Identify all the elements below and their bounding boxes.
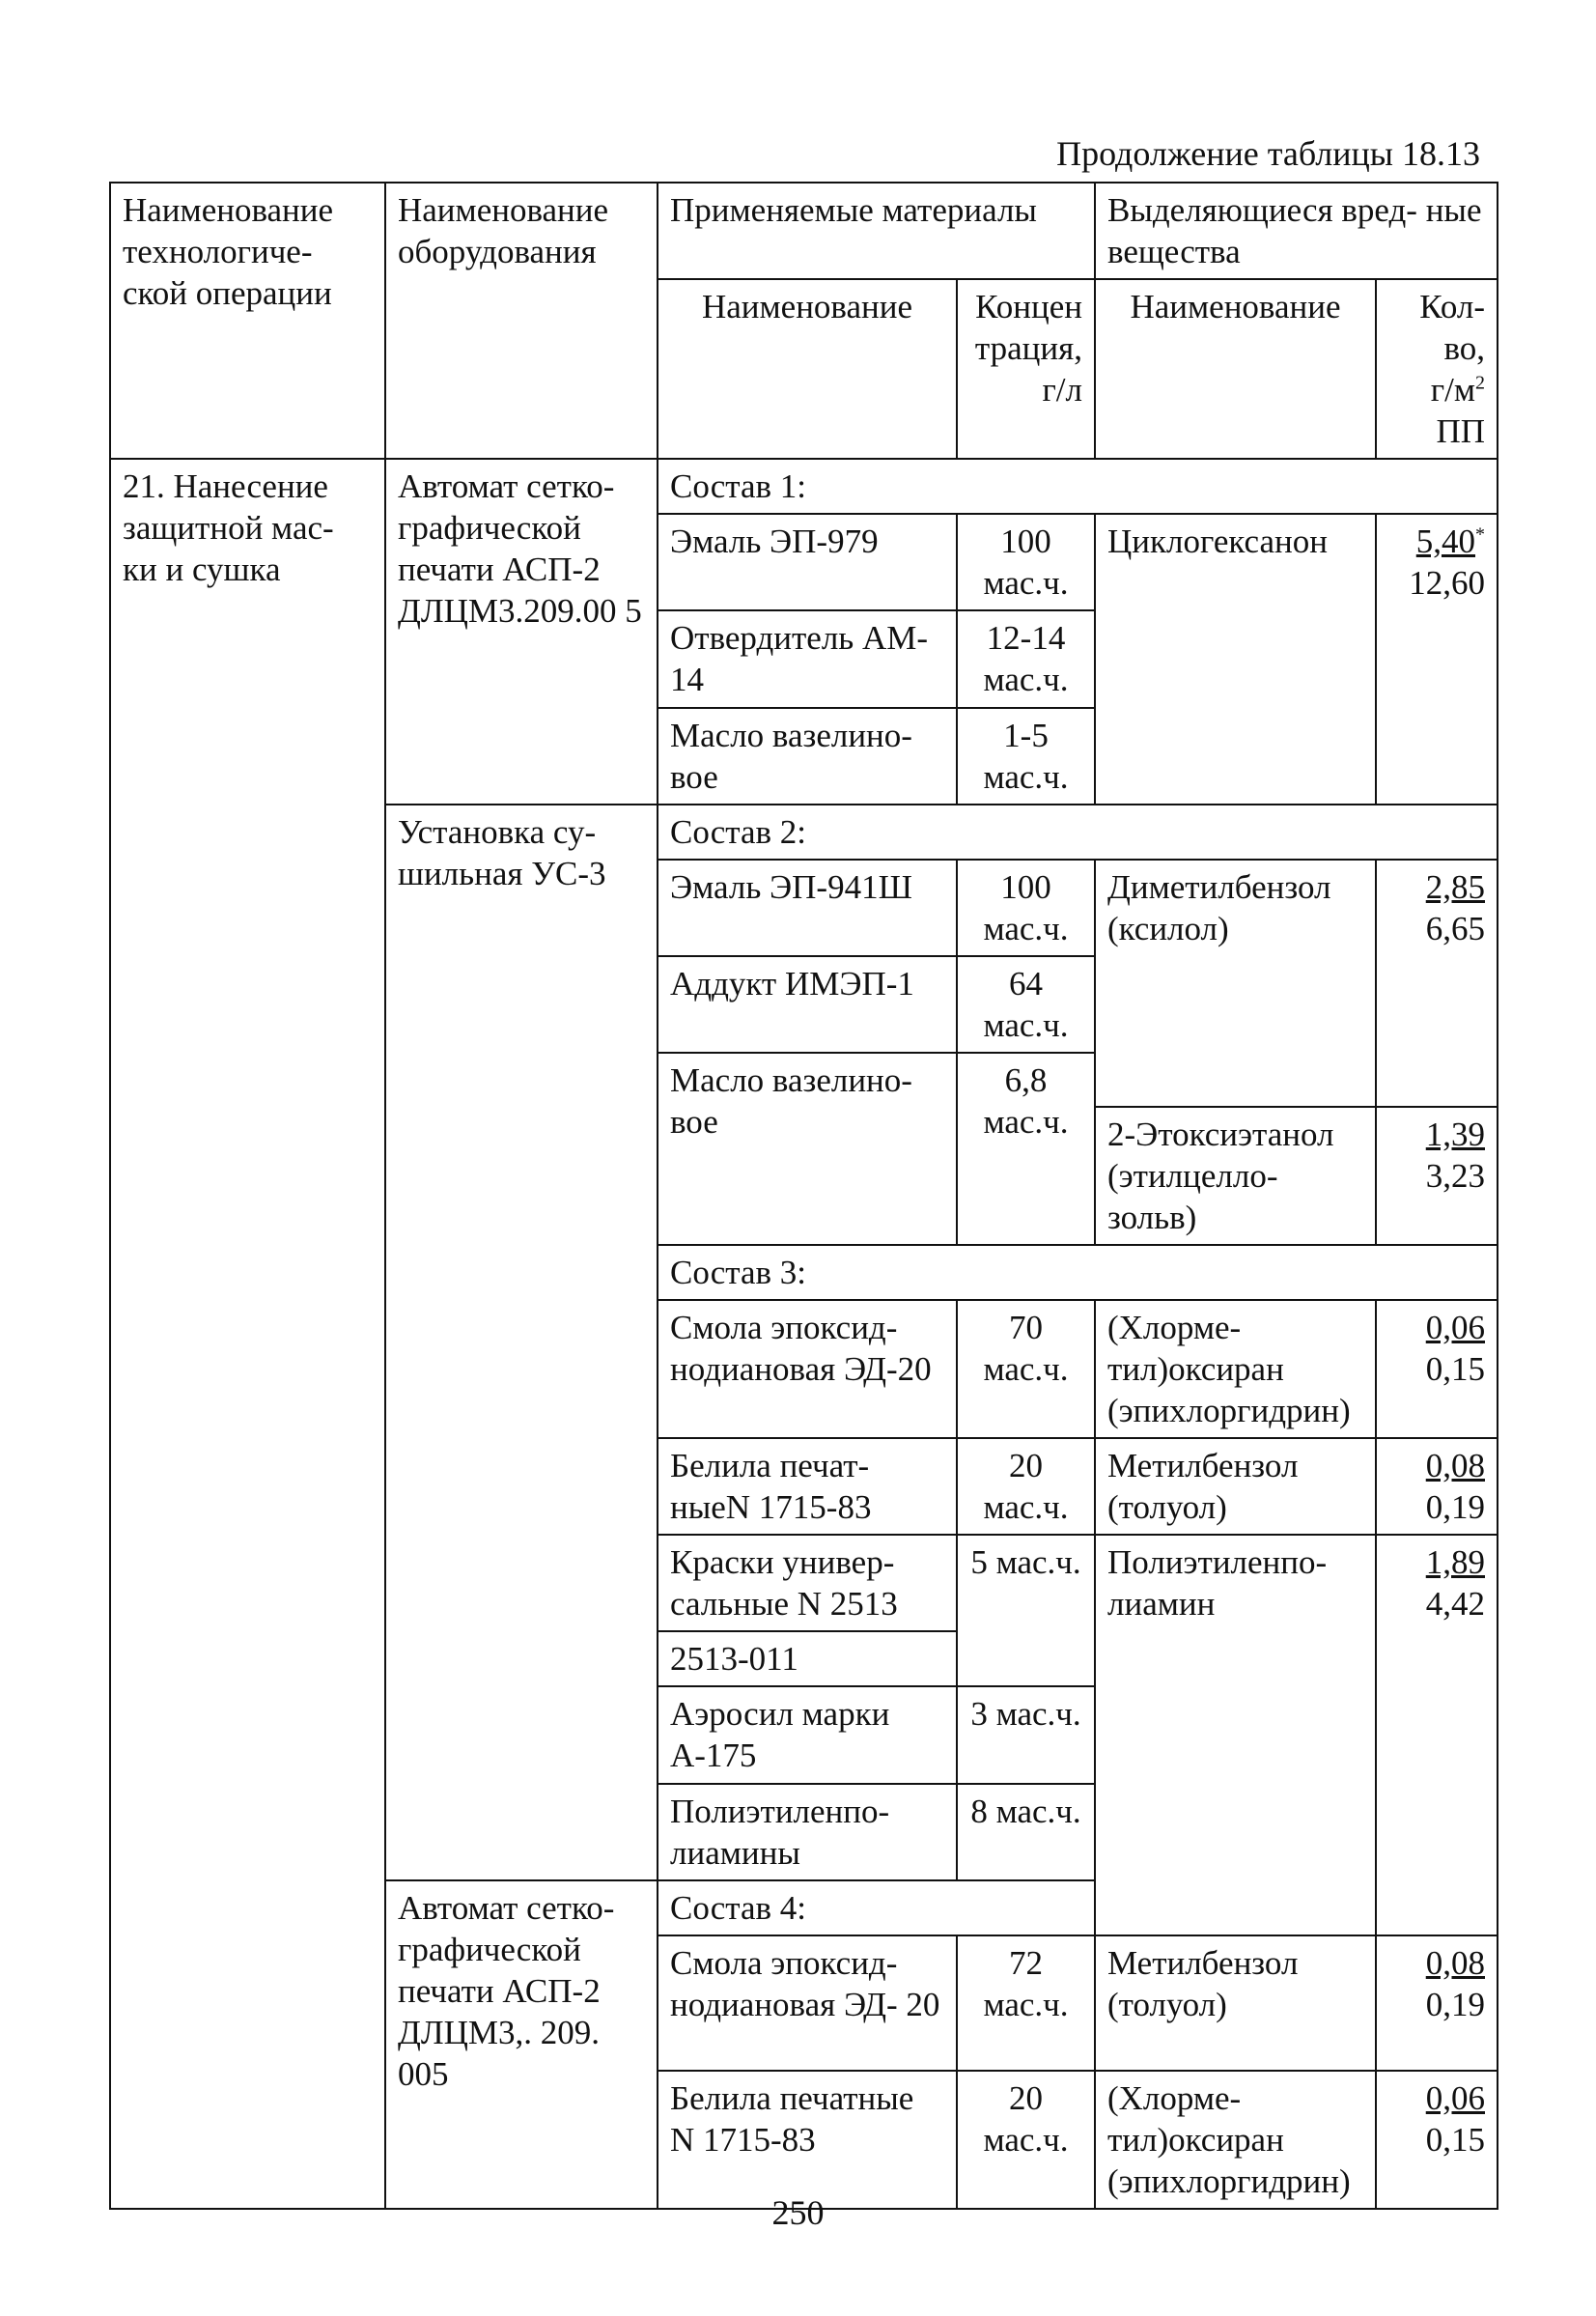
substance-name: (Хлорме- тил)оксиран (эпихлоргидрин): [1095, 1300, 1376, 1438]
material-concentration: 100 мас.ч.: [957, 860, 1095, 956]
material-name: Краски универ- сальные N 2513: [658, 1535, 957, 1631]
substance-name: Метилбензол (толуол): [1095, 1935, 1376, 2071]
material-concentration: 6,8 мас.ч.: [957, 1053, 1095, 1245]
substance-name: Циклогексанон: [1095, 514, 1376, 804]
table-caption: Продолжение таблицы 18.13: [1056, 134, 1480, 173]
material-name: Смола эпоксид- нодиановая ЭД- 20: [658, 1935, 957, 2071]
operation-cell: 21. Нанесение защитной мас- ки и сушка: [110, 459, 385, 2209]
composition-4: Состав 4:: [658, 1880, 1498, 1935]
equipment-3: Автомат сетко- графической печати АСП-2 ДЛЦМ3,. 209. 005: [385, 1880, 658, 2209]
substance-name: Диметилбензол (ксилол): [1095, 860, 1376, 1107]
material-concentration: 5 мас.ч.: [957, 1535, 1095, 1686]
composition-3: Состав 3:: [658, 1245, 1498, 1300]
material-name: 2513-011: [658, 1631, 957, 1686]
material-name: Масло вазелино- вое: [658, 1053, 957, 1245]
substance-quantity: 0,06 0,15: [1376, 2071, 1498, 2209]
equipment-2: Установка су- шильная УС-3: [385, 805, 658, 1880]
material-name: Аддукт ИМЭП-1: [658, 956, 957, 1053]
composition-2: Состав 2:: [658, 805, 1498, 860]
header-substances: Выделяющиеся вред- ные вещества: [1095, 183, 1498, 279]
header-material-concentration: Концен трация, г/л: [957, 279, 1095, 459]
material-concentration: 3 мас.ч.: [957, 1686, 1095, 1783]
material-name: Эмаль ЭП-941Ш: [658, 860, 957, 956]
substance-quantity: 0,08 0,19: [1376, 1935, 1498, 2071]
substance-name: (Хлорме- тил)оксиран (эпихлоргидрин): [1095, 2071, 1376, 2209]
equipment-1: Автомат сетко- графической печати АСП-2 ДЛЦМ3.209.00 5: [385, 459, 658, 804]
emissions-table: [109, 182, 1498, 2210]
composition-1: Состав 1:: [658, 459, 1498, 514]
header-equipment: Наименование оборудования: [385, 183, 658, 459]
header-substance-quantity: Кол-во, $г/м^2$ ПП: [1376, 279, 1498, 459]
material-concentration: 100 мас.ч.: [957, 514, 1095, 610]
header-materials: Применяемые материалы: [658, 183, 1095, 279]
material-name: Белила печатные N 1715-83: [658, 2071, 957, 2209]
material-name: Эмаль ЭП-979: [658, 514, 957, 610]
material-name: Отвердитель АМ- 14: [658, 610, 957, 707]
substance-name: 2-Этоксиэтанол (этилцелло- зольв): [1095, 1107, 1376, 1245]
header-substance-name: Наименование: [1095, 279, 1376, 459]
substance-quantity: 0,06 0,15: [1376, 1300, 1498, 1438]
material-name: Полиэтиленпо- лиамины: [658, 1784, 957, 1880]
substance-name: Полиэтиленпо- лиамин: [1095, 1535, 1376, 1935]
substance-quantity: 2,85 6,65: [1376, 860, 1498, 1107]
material-concentration: 70 мас.ч.: [957, 1300, 1095, 1438]
material-concentration: 12-14 мас.ч.: [957, 610, 1095, 707]
header-operation: Наименование технологиче- ской операции: [110, 183, 385, 459]
header-material-name: Наименование: [658, 279, 957, 459]
material-concentration: 8 мас.ч.: [957, 1784, 1095, 1880]
material-concentration: 64 мас.ч.: [957, 956, 1095, 1053]
substance-name: Метилбензол (толуол): [1095, 1438, 1376, 1535]
substance-quantity: 1,89 4,42: [1376, 1535, 1498, 1935]
material-concentration: 72 мас.ч.: [957, 1935, 1095, 2071]
substance-quantity: 5,40* 12,60: [1376, 514, 1498, 804]
material-name: Масло вазелино- вое: [658, 708, 957, 805]
material-name: Аэросил марки А-175: [658, 1686, 957, 1783]
material-name: Смола эпоксид- нодиановая ЭД-20: [658, 1300, 957, 1438]
substance-quantity: 1,39 3,23: [1376, 1107, 1498, 1245]
substance-quantity: 0,08 0,19: [1376, 1438, 1498, 1535]
material-name: Белила печат- ныеN 1715-83: [658, 1438, 957, 1535]
material-concentration: 20 мас.ч.: [957, 1438, 1095, 1535]
page-number: 250: [771, 2193, 825, 2232]
material-concentration: 1-5 мас.ч.: [957, 708, 1095, 805]
material-concentration: 20 мас.ч.: [957, 2071, 1095, 2209]
